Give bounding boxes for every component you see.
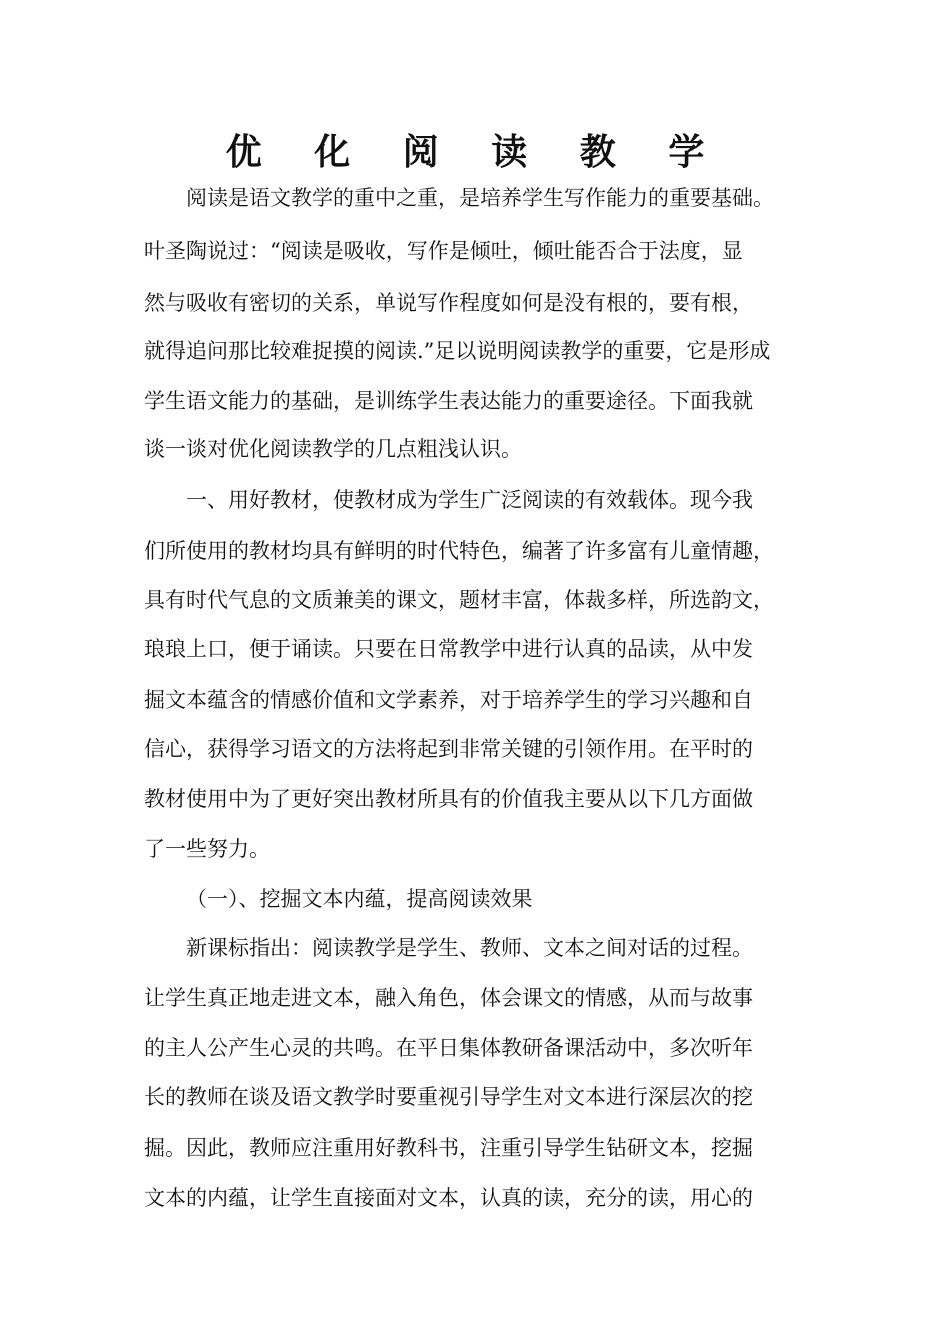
document-title: 优 化 阅 读 教 学 [225,131,725,173]
paragraph-line: 就得追问那比较难捉摸的阅读.”足以说明阅读教学的重要，它是形成 [144,339,771,363]
paragraph-line: 新课标指出：阅读教学是学生、教师、文本之间对话的过程。 [186,936,753,960]
paragraph-line: 阅读是语文教学的重中之重，是培养学生写作能力的重要基础。 [186,186,774,210]
paragraph-line: 一、用好教材，使教材成为学生广泛阅读的有效载体。现今我 [186,488,753,512]
paragraph-line: 然与吸收有密切的关系，单说写作程度如何是没有根的，要有根， [144,291,753,315]
paragraph-line: 让学生真正地走进文本，融入角色，体会课文的情感，从而与故事 [144,986,753,1010]
paragraph-line: 掘文本蕴含的情感价值和文学素养，对于培养学生的学习兴趣和自 [144,688,753,712]
paragraph-line: 谈一谈对优化阅读教学的几点粗浅认识。 [144,437,522,461]
paragraph-line: 文本的内蕴，让学生直接面对文本，认真的读，充分的读，用心的 [144,1186,753,1210]
paragraph-line: 们所使用的教材均具有鲜明的时代特色，编著了许多富有儿童情趣， [144,539,774,563]
paragraph-line: 了一些努力。 [144,837,270,861]
paragraph-line: 掘。因此，教师应注重用好教科书，注重引导学生钻研文本，挖掘 [144,1136,753,1160]
paragraph-line: 叶圣陶说过：“阅读是吸收，写作是倾吐，倾吐能否合于法度，显 [144,239,743,263]
paragraph-line: 长的教师在谈及语文教学时要重视引导学生对文本进行深层次的挖 [144,1085,753,1109]
paragraph-line: 具有时代气息的文质兼美的课文，题材丰富，体裁多样，所选韵文， [144,588,774,612]
section-heading: （一）、挖掘文本内蕴，提高阅读效果 [186,887,533,911]
paragraph-line: 琅琅上口，便于诵读。只要在日常教学中进行认真的品读，从中发 [144,637,753,661]
paragraph-line: 信心，获得学习语文的方法将起到非常关键的引领作用。在平时的 [144,737,753,761]
paragraph-line: 学生语文能力的基础，是训练学生表达能力的重要途径。下面我就 [144,389,753,413]
paragraph-line: 教材使用中为了更好突出教材所具有的价值我主要从以下几方面做 [144,787,753,811]
paragraph-line: 的主人公产生心灵的共鸣。在平日集体教研备课活动中，多次听年 [144,1036,753,1060]
